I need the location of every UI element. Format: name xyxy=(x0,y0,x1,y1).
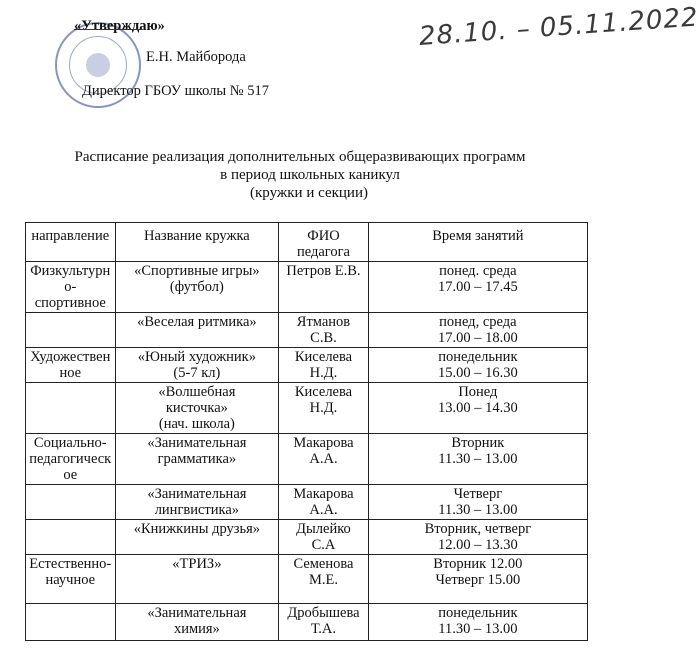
direction-cell xyxy=(26,383,116,434)
time-cell-line: 12.00 – 13.30 xyxy=(438,537,518,553)
club-name-cell-line: грамматика» xyxy=(157,451,237,467)
direction-cell-line: ое xyxy=(63,467,78,483)
teacher-cell xyxy=(279,313,369,348)
time-cell-line: понед, среда xyxy=(439,314,517,330)
time-cell-line: Вторник, четверг xyxy=(424,521,532,537)
direction-cell xyxy=(26,348,116,383)
title-line-1: Расписание реализация дополнительных общеразвивающих программ xyxy=(74,149,526,165)
header-teacher-line2: педагога xyxy=(296,244,350,260)
direction-cell-line: Художествен xyxy=(30,349,111,365)
teacher-cell-line: А.А. xyxy=(309,502,338,518)
time-cell-line: 15.00 – 16.30 xyxy=(438,365,518,381)
time-cell xyxy=(368,485,587,520)
time-cell-line: Четверг 15.00 xyxy=(435,572,521,588)
teacher-cell-line: М.Е. xyxy=(308,572,338,588)
teacher-cell-line: А.А. xyxy=(309,451,338,467)
time-cell xyxy=(368,262,587,313)
header-club-name: Название кружка xyxy=(115,223,279,262)
time-cell-line: 11.30 – 13.00 xyxy=(438,502,518,518)
direction-cell-line: педагогическ xyxy=(29,451,112,467)
teacher-cell-line: С.А xyxy=(311,537,336,553)
teacher-cell xyxy=(279,555,369,604)
table-row xyxy=(26,555,588,604)
teacher-cell-line: Петров Е.В. xyxy=(286,263,361,279)
director-position: Директор ГБОУ школы № 517 xyxy=(82,83,269,99)
direction-cell xyxy=(26,262,116,313)
direction-cell xyxy=(26,434,116,485)
club-name-cell-line: (5-7 кл) xyxy=(173,365,221,381)
seal-emblem xyxy=(86,53,110,77)
header-teacher-line1: ФИО xyxy=(307,228,340,244)
club-name-cell xyxy=(115,348,279,383)
club-name-cell-line: «Занимательная xyxy=(147,486,247,502)
schedule-table xyxy=(25,222,588,641)
director-name: Е.Н. Майборода xyxy=(146,49,246,65)
time-cell xyxy=(368,604,587,641)
time-cell-line: 17.00 – 17.45 xyxy=(438,279,518,295)
club-name-cell-line: (нач. школа) xyxy=(158,416,235,432)
direction-cell-line: Социально- xyxy=(33,435,107,451)
handwritten-dates: 28.10. – 05.11.2022 xyxy=(418,2,700,52)
club-name-cell xyxy=(115,485,279,520)
club-name-cell-line: «Книжкины друзья» xyxy=(133,521,261,537)
club-name-cell-line: «ТРИЗ» xyxy=(172,556,222,572)
teacher-cell-line: Н.Д. xyxy=(309,400,338,416)
direction-cell-line: Физкультурн xyxy=(30,263,111,279)
time-cell-line: понедельник xyxy=(438,605,518,621)
table-row xyxy=(26,520,588,555)
club-name-cell-line: «Занимательная xyxy=(147,435,247,451)
club-name-cell-line: (футбол) xyxy=(169,279,224,295)
club-name-cell-line: «Веселая ритмика» xyxy=(137,314,257,330)
club-name-cell xyxy=(115,434,279,485)
teacher-cell-line: Макарова xyxy=(293,435,354,451)
approval-heading: «Утверждаю» xyxy=(74,18,165,34)
teacher-cell-line: Киселева xyxy=(294,349,353,365)
teacher-cell xyxy=(279,520,369,555)
club-name-cell-line: кисточка» xyxy=(165,400,228,416)
teacher-cell xyxy=(279,485,369,520)
teacher-cell xyxy=(279,348,369,383)
table-row xyxy=(26,348,588,383)
club-name-cell-line: «Занимательная xyxy=(147,605,247,621)
club-name-cell-line: «Юный художник» xyxy=(137,349,256,365)
time-cell-line: Понед xyxy=(458,384,498,400)
teacher-cell-line: Семенова xyxy=(293,556,354,572)
direction-cell xyxy=(26,604,116,641)
header-time: Время занятий xyxy=(368,223,587,262)
table-row xyxy=(26,383,588,434)
club-name-cell-line: «Спортивные игры» xyxy=(134,263,260,279)
club-name-cell xyxy=(115,313,279,348)
time-cell-line: 13.00 – 14.30 xyxy=(438,400,518,416)
club-name-cell xyxy=(115,262,279,313)
title-line-3: (кружки и секции) xyxy=(250,185,368,201)
header-direction: направление xyxy=(26,223,116,262)
table-row xyxy=(26,604,588,641)
table-row xyxy=(26,485,588,520)
direction-cell xyxy=(26,520,116,555)
table-body xyxy=(26,262,588,641)
time-cell-line: понедельник xyxy=(438,349,518,365)
table-row xyxy=(26,434,588,485)
table-header-row xyxy=(26,223,588,262)
teacher-cell xyxy=(279,434,369,485)
time-cell-line: 11.30 – 13.00 xyxy=(438,451,518,467)
time-cell-line: Вторник xyxy=(451,435,505,451)
teacher-cell-line: Н.Д. xyxy=(309,365,338,381)
time-cell xyxy=(368,348,587,383)
header-teacher xyxy=(279,223,369,262)
teacher-cell xyxy=(279,383,369,434)
club-name-cell-line: химия» xyxy=(173,621,220,637)
teacher-cell-line: Киселева xyxy=(294,384,353,400)
time-cell-line: понед. среда xyxy=(439,263,517,279)
teacher-cell xyxy=(279,262,369,313)
teacher-cell-line: Ятманов xyxy=(296,314,351,330)
time-cell xyxy=(368,313,587,348)
teacher-cell-line: Т.А. xyxy=(310,621,337,637)
time-cell-line: Четверг xyxy=(453,486,503,502)
table-row xyxy=(26,313,588,348)
teacher-cell xyxy=(279,604,369,641)
club-name-cell-line: «Волшебная xyxy=(158,384,236,400)
direction-cell-line: о- xyxy=(64,279,77,295)
teacher-cell-line: Дробышева xyxy=(287,605,360,621)
club-name-cell xyxy=(115,520,279,555)
time-cell xyxy=(368,520,587,555)
club-name-cell xyxy=(115,555,279,604)
direction-cell-line: Естественно- xyxy=(29,556,112,572)
document-title xyxy=(0,148,610,202)
teacher-cell-line: Дылейко xyxy=(296,521,351,537)
direction-cell-line: ное xyxy=(59,365,82,381)
time-cell xyxy=(368,555,587,604)
time-cell-line: 17.00 – 18.00 xyxy=(438,330,518,346)
teacher-cell-line: Макарова xyxy=(293,486,354,502)
direction-cell xyxy=(26,313,116,348)
club-name-cell xyxy=(115,383,279,434)
teacher-cell-line: С.В. xyxy=(310,330,337,346)
approval-block xyxy=(74,18,269,99)
time-cell xyxy=(368,434,587,485)
club-name-cell-line: лингвистика» xyxy=(154,502,240,518)
direction-cell xyxy=(26,485,116,520)
signature-line xyxy=(74,29,142,30)
time-cell-line: 11.30 – 13.00 xyxy=(438,621,518,637)
direction-cell-line: спортивное xyxy=(34,295,106,311)
table-row xyxy=(26,262,588,313)
time-cell-line: Вторник 12.00 xyxy=(433,556,523,572)
time-cell xyxy=(368,383,587,434)
direction-cell xyxy=(26,555,116,604)
club-name-cell xyxy=(115,604,279,641)
title-line-2: в период школьных каникул xyxy=(220,167,400,183)
direction-cell-line: научное xyxy=(45,572,96,588)
